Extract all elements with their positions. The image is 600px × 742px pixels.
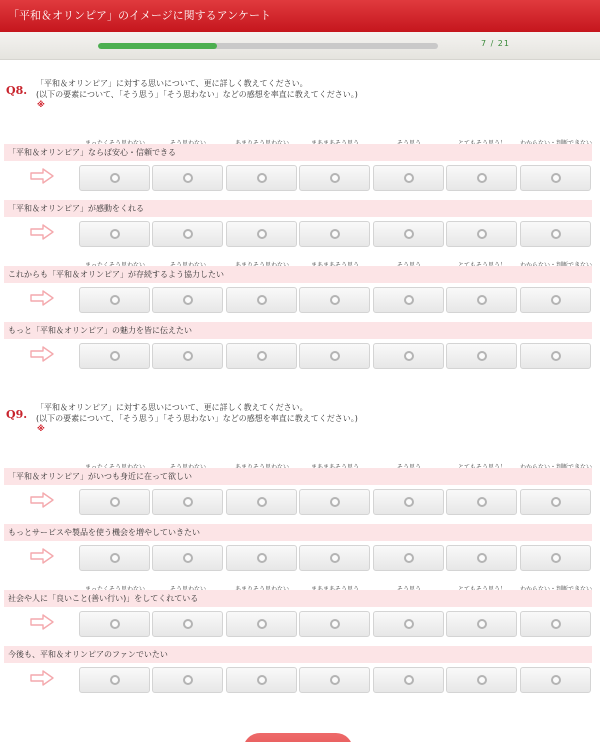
arrow-right-outline-icon [30,492,54,508]
radio-icon [477,675,487,685]
radio-icon [551,497,561,507]
answer-option[interactable] [226,611,297,637]
question-item [0,266,600,316]
answer-option[interactable] [299,611,370,637]
radio-icon [477,229,487,239]
progress-bar [98,43,438,49]
answer-option[interactable] [446,667,517,693]
answer-option[interactable] [299,165,370,191]
item-label: 社会や人に「良いこと(善い行い)」をしてくれている [4,590,592,607]
answer-option[interactable] [226,287,297,313]
answer-option[interactable] [79,489,150,515]
answer-option[interactable] [299,667,370,693]
radio-icon [551,173,561,183]
question-text-line: (以下の要素について、「そう思う」「そう思わない」などの感想を率直に教えてください。) [36,414,358,423]
radio-icon [257,497,267,507]
item-label: 「平和＆オリンピア」が感動をくれる [4,200,592,217]
radio-icon [330,351,340,361]
arrow-right-outline-icon [30,168,54,184]
radio-icon [183,619,193,629]
radio-icon [110,351,120,361]
answer-option[interactable] [79,287,150,313]
answer-option[interactable] [520,611,591,637]
arrow-right-outline-icon [30,224,54,240]
radio-icon [330,229,340,239]
radio-icon [551,553,561,563]
radio-icon [257,295,267,305]
answer-option[interactable] [446,165,517,191]
progress-text: 7 / 21 [480,39,510,48]
answer-option[interactable] [152,287,223,313]
survey-title: 「平和＆オリンピア」のイメージに関するアンケート [8,9,272,22]
radio-icon [183,675,193,685]
answer-option[interactable] [520,221,591,247]
question-text [36,402,358,424]
answer-option[interactable] [152,489,223,515]
radio-icon [551,351,561,361]
answer-option[interactable] [226,221,297,247]
answer-option[interactable] [79,343,150,369]
item-label: 「平和＆オリンピア」ならば安心・信頼できる [4,144,592,161]
radio-icon [330,619,340,629]
radio-icon [330,675,340,685]
radio-icon [257,619,267,629]
question-item [0,590,600,640]
answer-option[interactable] [520,545,591,571]
radio-icon [110,675,120,685]
answer-option[interactable] [373,545,444,571]
answer-option[interactable] [226,545,297,571]
radio-icon [404,173,414,183]
answer-option[interactable] [79,545,150,571]
question-item [0,524,600,574]
answer-option[interactable] [373,165,444,191]
radio-icon [110,497,120,507]
required-mark: ※ [37,100,45,109]
radio-icon [477,619,487,629]
answer-option[interactable] [299,545,370,571]
answer-option[interactable] [152,611,223,637]
radio-icon [477,497,487,507]
radio-icon [330,497,340,507]
radio-icon [477,173,487,183]
radio-icon [404,229,414,239]
radio-icon [330,173,340,183]
answer-option[interactable] [373,287,444,313]
answer-option[interactable] [520,287,591,313]
arrow-right-outline-icon [30,614,54,630]
answer-option[interactable] [373,489,444,515]
radio-icon [551,295,561,305]
answer-option[interactable] [152,667,223,693]
answer-option[interactable] [152,165,223,191]
answer-option[interactable] [373,343,444,369]
radio-icon [183,229,193,239]
radio-icon [477,295,487,305]
answer-option[interactable] [299,343,370,369]
answer-option[interactable] [152,221,223,247]
survey-header [0,0,600,32]
answer-option[interactable] [446,287,517,313]
answer-option[interactable] [226,667,297,693]
question-block [0,402,600,702]
arrow-right-outline-icon [30,548,54,564]
radio-icon [257,229,267,239]
answer-option[interactable] [299,489,370,515]
question-text-line: 「平和＆オリンピア」に対する思いについて、更に詳しく教えてください。 [36,79,308,88]
answer-option[interactable] [152,545,223,571]
arrow-right-outline-icon [30,290,54,306]
answer-option[interactable] [152,343,223,369]
radio-icon [183,173,193,183]
radio-icon [183,295,193,305]
radio-icon [110,173,120,183]
answer-option[interactable] [226,489,297,515]
radio-icon [183,351,193,361]
answer-option[interactable] [520,343,591,369]
answer-option[interactable] [520,165,591,191]
answer-option[interactable] [446,221,517,247]
item-label: もっと「平和＆オリンピア」の魅力を皆に伝えたい [4,322,592,339]
radio-icon [257,351,267,361]
radio-icon [477,553,487,563]
question-item [0,322,600,372]
progress-bar-fill [98,43,217,49]
radio-icon [404,351,414,361]
radio-icon [110,553,120,563]
answer-option[interactable] [79,611,150,637]
radio-icon [404,295,414,305]
answer-option[interactable] [373,667,444,693]
radio-icon [257,553,267,563]
answer-option[interactable] [226,343,297,369]
answer-option[interactable] [446,489,517,515]
radio-icon [477,351,487,361]
radio-icon [404,675,414,685]
answer-option[interactable] [373,611,444,637]
radio-icon [551,675,561,685]
question-text [36,78,358,100]
question-item [0,468,600,518]
answer-option[interactable] [79,667,150,693]
answer-option[interactable] [79,221,150,247]
question-item [0,646,600,696]
radio-icon [404,497,414,507]
answer-option[interactable] [446,611,517,637]
answer-option[interactable] [299,221,370,247]
arrow-right-outline-icon [30,346,54,362]
radio-icon [330,295,340,305]
answer-option[interactable] [79,165,150,191]
radio-icon [110,619,120,629]
required-mark: ※ [37,424,45,433]
next-button[interactable] [243,733,353,742]
item-label: これからも「平和＆オリンピア」が存続するよう協力したい [4,266,592,283]
answer-option[interactable] [299,287,370,313]
answer-option[interactable] [446,343,517,369]
answer-option[interactable] [520,489,591,515]
question-number: Q8. [6,84,28,97]
radio-icon [110,229,120,239]
question-text-line: 「平和＆オリンピア」に対する思いについて、更に詳しく教えてください。 [36,403,308,412]
answer-option[interactable] [373,221,444,247]
radio-icon [110,295,120,305]
radio-icon [257,173,267,183]
radio-icon [404,553,414,563]
question-item [0,144,600,194]
radio-icon [183,497,193,507]
item-label: 今後も、平和＆オリンピアのファンでいたい [4,646,592,663]
radio-icon [183,553,193,563]
arrow-right-outline-icon [30,670,54,686]
question-block [0,78,600,378]
answer-option[interactable] [446,545,517,571]
answer-option[interactable] [226,165,297,191]
radio-icon [551,619,561,629]
radio-icon [551,229,561,239]
question-text-line: (以下の要素について、「そう思う」「そう思わない」などの感想を率直に教えてください。) [36,90,358,99]
radio-icon [404,619,414,629]
item-label: もっとサービスや製品を使う機会を増やしていきたい [4,524,592,541]
progress-area [0,32,600,60]
radio-icon [257,675,267,685]
question-item [0,200,600,250]
item-label: 「平和＆オリンピア」がいつも身近に在って欲しい [4,468,592,485]
answer-option[interactable] [520,667,591,693]
radio-icon [330,553,340,563]
question-number: Q9. [6,408,28,421]
